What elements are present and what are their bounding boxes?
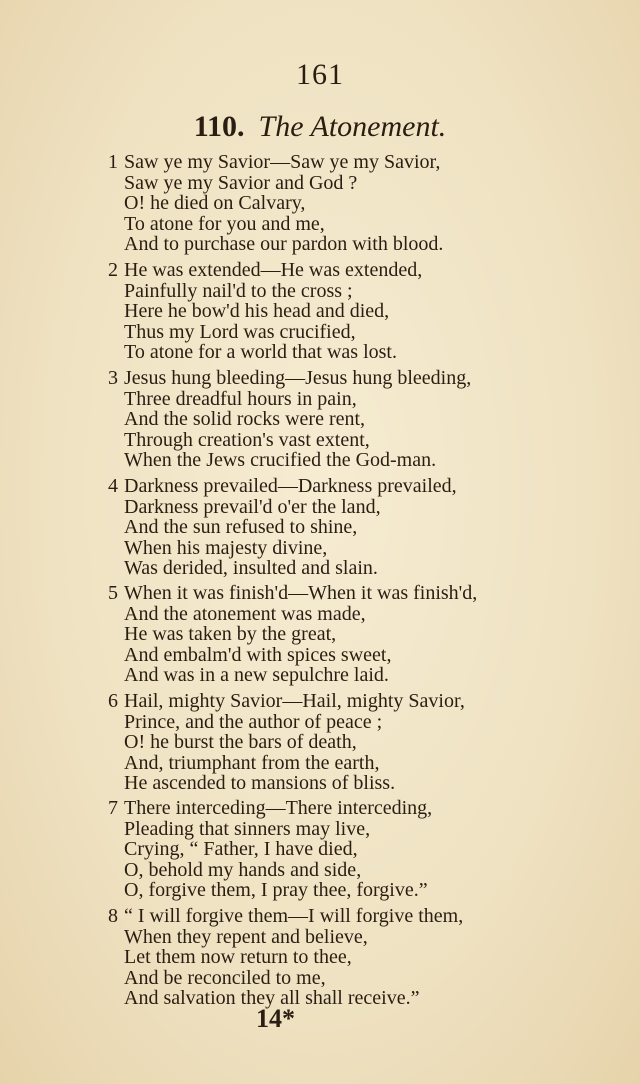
page-number: 161 bbox=[296, 58, 344, 91]
verse-line: He was taken by the great, bbox=[124, 623, 337, 646]
verse-line: Let them now return to thee, bbox=[124, 946, 352, 969]
verse-line: There interceding—There interceding, bbox=[124, 797, 433, 819]
verse-line: And the sun refused to shine, bbox=[124, 516, 358, 539]
verse-line: When the Jews crucified the God-man. bbox=[124, 449, 437, 472]
stanza-number: 7 bbox=[108, 797, 118, 819]
verse-line: To atone for you and me, bbox=[124, 212, 325, 235]
verse-line: O, forgive them, I pray thee, forgive.” bbox=[124, 879, 428, 902]
verse-line: And the atonement was made, bbox=[124, 602, 366, 625]
stanza-number: 4 bbox=[108, 475, 118, 497]
verse-line: And, triumphant from the earth, bbox=[124, 751, 380, 774]
verse-line: Prince, and the author of peace ; bbox=[124, 710, 383, 733]
verse-line: He was extended—He was extended, bbox=[124, 259, 423, 281]
verse-line: And the solid rocks were rent, bbox=[124, 408, 366, 431]
verse-line: Jesus hung bleeding—Jesus hung bleeding, bbox=[124, 367, 472, 389]
verse-line: Darkness prevailed—Darkness prevailed, bbox=[124, 475, 457, 497]
verse-line: O! he burst the bars of death, bbox=[124, 731, 357, 754]
signature-mark: 14* bbox=[256, 1004, 295, 1033]
hymn-title bbox=[0, 110, 640, 144]
verse-line: And be reconciled to me, bbox=[124, 966, 326, 989]
stanza-number: 3 bbox=[108, 367, 118, 389]
verse-line: Saw ye my Savior—Saw ye my Savior, bbox=[124, 151, 441, 173]
verse-line: To atone for a world that was lost. bbox=[124, 341, 397, 364]
stanza-number: 8 bbox=[108, 905, 118, 927]
verse-line: Was derided, insulted and slain. bbox=[124, 557, 378, 580]
verse-line: When they repent and believe, bbox=[124, 925, 368, 948]
verse-line: When his majesty divine, bbox=[124, 536, 328, 559]
stanza-number: 1 bbox=[108, 151, 118, 173]
verse-line: Thus my Lord was crucified, bbox=[124, 320, 356, 343]
verse-line: O, behold my hands and side, bbox=[124, 858, 362, 881]
verse-line: “ I will forgive them—I will forgive them, bbox=[124, 905, 464, 927]
verse-line: And salvation they all shall receive.” bbox=[124, 987, 420, 1010]
verse-line: Saw ye my Savior and God ? bbox=[124, 171, 358, 194]
verse-line: Crying, “ Father, I have died, bbox=[124, 838, 358, 861]
stanza-number: 2 bbox=[108, 259, 118, 281]
verse-line: Painfully nail'd to the cross ; bbox=[124, 279, 353, 302]
verse-line: O! he died on Calvary, bbox=[124, 192, 306, 215]
hymn-number: 110. bbox=[193, 110, 245, 143]
verse-line: Darkness prevail'd o'er the land, bbox=[124, 495, 381, 518]
verse-line: Pleading that sinners may live, bbox=[124, 817, 371, 840]
hymn-title-text: The Atonement. bbox=[258, 110, 447, 143]
verse-line: And was in a new sepulchre laid. bbox=[124, 664, 389, 687]
stanza-number: 5 bbox=[108, 582, 118, 604]
verse-line: Three dreadful hours in pain, bbox=[124, 387, 357, 410]
verse-line: Through creation's vast extent, bbox=[124, 428, 370, 451]
verse-line: Hail, mighty Savior—Hail, mighty Savior, bbox=[124, 690, 465, 712]
verse-line: And to purchase our pardon with blood. bbox=[124, 233, 444, 256]
stanza-number: 6 bbox=[108, 690, 118, 712]
verse-line: And embalm'd with spices sweet, bbox=[124, 643, 392, 666]
verse-line: When it was finish'd—When it was finish'd, bbox=[124, 582, 478, 604]
verse-line: He ascended to mansions of bliss. bbox=[124, 772, 396, 795]
verse-line: Here he bow'd his head and died, bbox=[124, 300, 390, 323]
